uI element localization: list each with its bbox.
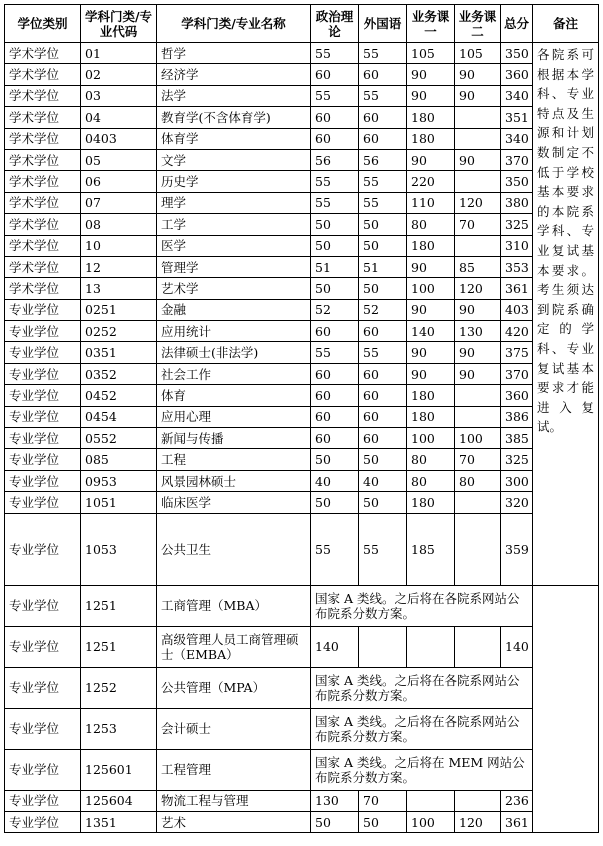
course-2-cell: 80 xyxy=(455,470,501,491)
course-2-cell: 85 xyxy=(455,256,501,277)
name-cell: 法律硕士(非法学) xyxy=(157,342,311,363)
course-2-cell: 90 xyxy=(455,342,501,363)
code-cell: 05 xyxy=(81,149,157,170)
code-cell: 04 xyxy=(81,107,157,128)
foreign-language-cell: 60 xyxy=(359,406,407,427)
score-table xyxy=(4,4,599,833)
course-1-cell: 110 xyxy=(407,192,455,213)
table-body xyxy=(5,43,599,833)
note-blank-cell xyxy=(533,585,599,626)
degree-type-cell: 学术学位 xyxy=(5,64,81,85)
header-course-2: 业务课二 xyxy=(455,5,501,43)
table-row xyxy=(5,667,599,708)
course-1-cell: 180 xyxy=(407,107,455,128)
code-cell: 08 xyxy=(81,214,157,235)
note-blank-cell xyxy=(533,667,599,708)
name-cell: 工程 xyxy=(157,449,311,470)
name-cell: 应用心理 xyxy=(157,406,311,427)
foreign-language-cell: 55 xyxy=(359,342,407,363)
code-cell: 1251 xyxy=(81,626,157,667)
total-cell: 340 xyxy=(501,128,533,149)
code-cell: 125604 xyxy=(81,790,157,811)
foreign-language-cell: 60 xyxy=(359,428,407,449)
table-row xyxy=(5,321,599,342)
name-cell: 金融 xyxy=(157,299,311,320)
code-cell: 1351 xyxy=(81,811,157,832)
politics-cell: 55 xyxy=(311,43,359,64)
total-cell: 361 xyxy=(501,278,533,299)
degree-type-cell: 学术学位 xyxy=(5,192,81,213)
foreign-language-cell: 50 xyxy=(359,235,407,256)
politics-cell: 55 xyxy=(311,171,359,192)
degree-type-cell: 专业学位 xyxy=(5,406,81,427)
score-note-cell: 国家 A 类线。之后将在各院系网站公布院系分数方案。 xyxy=(311,708,533,749)
course-1-cell: 80 xyxy=(407,214,455,235)
header-note: 备注 xyxy=(533,5,599,43)
total-cell: 340 xyxy=(501,85,533,106)
name-cell: 工程管理 xyxy=(157,749,311,790)
table-row xyxy=(5,128,599,149)
course-2-cell xyxy=(455,107,501,128)
politics-cell: 140 xyxy=(311,626,359,667)
total-cell: 350 xyxy=(501,43,533,64)
score-note-cell: 国家 A 类线。之后将在各院系网站公布院系分数方案。 xyxy=(311,667,533,708)
name-cell: 临床医学 xyxy=(157,492,311,513)
course-2-cell xyxy=(455,492,501,513)
header-politics: 政治理论 xyxy=(311,5,359,43)
course-2-cell xyxy=(455,385,501,406)
note-blank-cell xyxy=(533,708,599,749)
total-cell: 385 xyxy=(501,428,533,449)
foreign-language-cell: 50 xyxy=(359,492,407,513)
code-cell: 10 xyxy=(81,235,157,256)
degree-type-cell: 学术学位 xyxy=(5,235,81,256)
name-cell: 体育学 xyxy=(157,128,311,149)
politics-cell: 130 xyxy=(311,790,359,811)
total-cell: 360 xyxy=(501,64,533,85)
name-cell: 哲学 xyxy=(157,43,311,64)
code-cell: 125601 xyxy=(81,749,157,790)
politics-cell: 60 xyxy=(311,128,359,149)
code-cell: 12 xyxy=(81,256,157,277)
course-1-cell xyxy=(407,790,455,811)
name-cell: 公共管理（MPA） xyxy=(157,667,311,708)
total-cell: 300 xyxy=(501,470,533,491)
course-2-cell: 120 xyxy=(455,278,501,299)
name-cell: 新闻与传播 xyxy=(157,428,311,449)
total-cell: 360 xyxy=(501,385,533,406)
politics-cell: 51 xyxy=(311,256,359,277)
course-1-cell: 180 xyxy=(407,235,455,256)
total-cell: 403 xyxy=(501,299,533,320)
code-cell: 0552 xyxy=(81,428,157,449)
degree-type-cell: 学术学位 xyxy=(5,149,81,170)
course-1-cell: 90 xyxy=(407,363,455,384)
politics-cell: 55 xyxy=(311,342,359,363)
degree-type-cell: 专业学位 xyxy=(5,342,81,363)
foreign-language-cell: 55 xyxy=(359,192,407,213)
course-2-cell xyxy=(455,128,501,149)
header-row xyxy=(5,5,599,43)
total-cell: 353 xyxy=(501,256,533,277)
name-cell: 公共卫生 xyxy=(157,513,311,585)
course-2-cell: 90 xyxy=(455,64,501,85)
total-cell: 370 xyxy=(501,149,533,170)
course-1-cell: 105 xyxy=(407,43,455,64)
table-row xyxy=(5,149,599,170)
degree-type-cell: 学术学位 xyxy=(5,85,81,106)
total-cell: 236 xyxy=(501,790,533,811)
course-1-cell: 90 xyxy=(407,256,455,277)
code-cell: 06 xyxy=(81,171,157,192)
course-1-cell: 90 xyxy=(407,64,455,85)
course-2-cell: 90 xyxy=(455,85,501,106)
politics-cell: 40 xyxy=(311,470,359,491)
name-cell: 风景园林硕士 xyxy=(157,470,311,491)
course-2-cell: 120 xyxy=(455,811,501,832)
foreign-language-cell: 60 xyxy=(359,363,407,384)
course-2-cell: 90 xyxy=(455,149,501,170)
foreign-language-cell: 50 xyxy=(359,811,407,832)
politics-cell: 55 xyxy=(311,192,359,213)
code-cell: 1053 xyxy=(81,513,157,585)
code-cell: 0452 xyxy=(81,385,157,406)
politics-cell: 60 xyxy=(311,363,359,384)
name-cell: 管理学 xyxy=(157,256,311,277)
politics-cell: 50 xyxy=(311,492,359,513)
course-1-cell: 80 xyxy=(407,449,455,470)
table-row xyxy=(5,43,599,64)
course-2-cell: 70 xyxy=(455,449,501,470)
table-row xyxy=(5,342,599,363)
table-row xyxy=(5,214,599,235)
course-1-cell: 100 xyxy=(407,428,455,449)
foreign-language-cell: 70 xyxy=(359,790,407,811)
total-cell: 380 xyxy=(501,192,533,213)
foreign-language-cell: 50 xyxy=(359,214,407,235)
table-row xyxy=(5,585,599,626)
politics-cell: 52 xyxy=(311,299,359,320)
header-code: 学科门类/专业代码 xyxy=(81,5,157,43)
politics-cell: 56 xyxy=(311,149,359,170)
foreign-language-cell xyxy=(359,626,407,667)
code-cell: 0351 xyxy=(81,342,157,363)
table-row xyxy=(5,811,599,832)
name-cell: 工商管理（MBA） xyxy=(157,585,311,626)
name-cell: 物流工程与管理 xyxy=(157,790,311,811)
politics-cell: 60 xyxy=(311,321,359,342)
total-cell: 351 xyxy=(501,107,533,128)
politics-cell: 50 xyxy=(311,811,359,832)
course-1-cell: 185 xyxy=(407,513,455,585)
total-cell: 361 xyxy=(501,811,533,832)
course-1-cell: 90 xyxy=(407,299,455,320)
course-1-cell: 180 xyxy=(407,385,455,406)
degree-type-cell: 专业学位 xyxy=(5,449,81,470)
degree-type-cell: 学术学位 xyxy=(5,256,81,277)
foreign-language-cell: 55 xyxy=(359,513,407,585)
name-cell: 历史学 xyxy=(157,171,311,192)
foreign-language-cell: 52 xyxy=(359,299,407,320)
foreign-language-cell: 55 xyxy=(359,171,407,192)
code-cell: 1051 xyxy=(81,492,157,513)
foreign-language-cell: 51 xyxy=(359,256,407,277)
table-row xyxy=(5,385,599,406)
course-1-cell xyxy=(407,626,455,667)
name-cell: 会计硕士 xyxy=(157,708,311,749)
total-cell: 420 xyxy=(501,321,533,342)
foreign-language-cell: 56 xyxy=(359,149,407,170)
politics-cell: 50 xyxy=(311,449,359,470)
course-1-cell: 140 xyxy=(407,321,455,342)
course-2-cell: 100 xyxy=(455,428,501,449)
table-row xyxy=(5,107,599,128)
course-1-cell: 180 xyxy=(407,492,455,513)
foreign-language-cell: 55 xyxy=(359,43,407,64)
politics-cell: 55 xyxy=(311,513,359,585)
table-row xyxy=(5,449,599,470)
course-2-cell xyxy=(455,790,501,811)
course-1-cell: 90 xyxy=(407,149,455,170)
code-cell: 01 xyxy=(81,43,157,64)
degree-type-cell: 专业学位 xyxy=(5,492,81,513)
total-cell: 375 xyxy=(501,342,533,363)
course-2-cell: 120 xyxy=(455,192,501,213)
politics-cell: 50 xyxy=(311,278,359,299)
course-1-cell: 180 xyxy=(407,406,455,427)
course-2-cell: 105 xyxy=(455,43,501,64)
name-cell: 经济学 xyxy=(157,64,311,85)
degree-type-cell: 学术学位 xyxy=(5,128,81,149)
degree-type-cell: 专业学位 xyxy=(5,470,81,491)
header-total: 总分 xyxy=(501,5,533,43)
name-cell: 教育学(不含体育学) xyxy=(157,107,311,128)
course-1-cell: 90 xyxy=(407,85,455,106)
name-cell: 文学 xyxy=(157,149,311,170)
code-cell: 1251 xyxy=(81,585,157,626)
table-row xyxy=(5,406,599,427)
course-2-cell: 70 xyxy=(455,214,501,235)
degree-type-cell: 专业学位 xyxy=(5,585,81,626)
total-cell: 350 xyxy=(501,171,533,192)
total-cell: 320 xyxy=(501,492,533,513)
total-cell: 325 xyxy=(501,214,533,235)
degree-type-cell: 专业学位 xyxy=(5,385,81,406)
note-blank-cell xyxy=(533,626,599,667)
header-name: 学科门类/专业名称 xyxy=(157,5,311,43)
table-row xyxy=(5,626,599,667)
code-cell: 13 xyxy=(81,278,157,299)
degree-type-cell: 专业学位 xyxy=(5,626,81,667)
degree-type-cell: 专业学位 xyxy=(5,749,81,790)
foreign-language-cell: 60 xyxy=(359,64,407,85)
code-cell: 0251 xyxy=(81,299,157,320)
header-foreign-language: 外国语 xyxy=(359,5,407,43)
course-2-cell xyxy=(455,513,501,585)
course-2-cell: 130 xyxy=(455,321,501,342)
total-cell: 370 xyxy=(501,363,533,384)
degree-type-cell: 专业学位 xyxy=(5,790,81,811)
course-2-cell xyxy=(455,171,501,192)
name-cell: 社会工作 xyxy=(157,363,311,384)
code-cell: 0252 xyxy=(81,321,157,342)
table-row xyxy=(5,470,599,491)
degree-type-cell: 学术学位 xyxy=(5,171,81,192)
name-cell: 应用统计 xyxy=(157,321,311,342)
degree-type-cell: 专业学位 xyxy=(5,708,81,749)
foreign-language-cell: 55 xyxy=(359,85,407,106)
code-cell: 085 xyxy=(81,449,157,470)
degree-type-cell: 学术学位 xyxy=(5,278,81,299)
course-2-cell: 90 xyxy=(455,363,501,384)
table-row xyxy=(5,64,599,85)
name-cell: 理学 xyxy=(157,192,311,213)
degree-type-cell: 专业学位 xyxy=(5,811,81,832)
total-cell: 310 xyxy=(501,235,533,256)
degree-type-cell: 学术学位 xyxy=(5,43,81,64)
course-2-cell xyxy=(455,406,501,427)
header-course-1: 业务课一 xyxy=(407,5,455,43)
total-cell: 386 xyxy=(501,406,533,427)
course-1-cell: 180 xyxy=(407,128,455,149)
course-2-cell: 90 xyxy=(455,299,501,320)
table-row xyxy=(5,363,599,384)
name-cell: 法学 xyxy=(157,85,311,106)
course-1-cell: 220 xyxy=(407,171,455,192)
course-1-cell: 100 xyxy=(407,811,455,832)
name-cell: 体育 xyxy=(157,385,311,406)
degree-type-cell: 专业学位 xyxy=(5,321,81,342)
politics-cell: 60 xyxy=(311,428,359,449)
politics-cell: 50 xyxy=(311,214,359,235)
score-note-cell: 国家 A 类线。之后将在 MEM 网站公布院系分数方案。 xyxy=(311,749,533,790)
table-row xyxy=(5,513,599,585)
table-row xyxy=(5,235,599,256)
note-blank-cell xyxy=(533,811,599,832)
name-cell: 高级管理人员工商管理硕士（EMBA） xyxy=(157,626,311,667)
course-1-cell: 100 xyxy=(407,278,455,299)
foreign-language-cell: 60 xyxy=(359,107,407,128)
note-blank-cell xyxy=(533,749,599,790)
foreign-language-cell: 40 xyxy=(359,470,407,491)
foreign-language-cell: 50 xyxy=(359,449,407,470)
table-row xyxy=(5,299,599,320)
table-row xyxy=(5,192,599,213)
foreign-language-cell: 60 xyxy=(359,321,407,342)
foreign-language-cell: 60 xyxy=(359,385,407,406)
code-cell: 03 xyxy=(81,85,157,106)
code-cell: 0403 xyxy=(81,128,157,149)
degree-type-cell: 专业学位 xyxy=(5,513,81,585)
table-row xyxy=(5,256,599,277)
total-cell: 359 xyxy=(501,513,533,585)
name-cell: 艺术学 xyxy=(157,278,311,299)
course-1-cell: 80 xyxy=(407,470,455,491)
code-cell: 1253 xyxy=(81,708,157,749)
politics-cell: 60 xyxy=(311,64,359,85)
code-cell: 1252 xyxy=(81,667,157,708)
politics-cell: 60 xyxy=(311,406,359,427)
table-row xyxy=(5,171,599,192)
foreign-language-cell: 60 xyxy=(359,128,407,149)
total-cell: 140 xyxy=(501,626,533,667)
degree-type-cell: 专业学位 xyxy=(5,428,81,449)
code-cell: 0352 xyxy=(81,363,157,384)
name-cell: 艺术 xyxy=(157,811,311,832)
note-blank-cell xyxy=(533,790,599,811)
code-cell: 02 xyxy=(81,64,157,85)
code-cell: 0454 xyxy=(81,406,157,427)
course-2-cell xyxy=(455,626,501,667)
degree-type-cell: 学术学位 xyxy=(5,107,81,128)
table-row xyxy=(5,492,599,513)
degree-type-cell: 专业学位 xyxy=(5,299,81,320)
politics-cell: 60 xyxy=(311,107,359,128)
code-cell: 07 xyxy=(81,192,157,213)
degree-type-cell: 专业学位 xyxy=(5,363,81,384)
score-note-cell: 国家 A 类线。之后将在各院系网站公布院系分数方案。 xyxy=(311,585,533,626)
code-cell: 0953 xyxy=(81,470,157,491)
degree-type-cell: 专业学位 xyxy=(5,667,81,708)
course-1-cell: 90 xyxy=(407,342,455,363)
degree-type-cell: 学术学位 xyxy=(5,214,81,235)
politics-cell: 60 xyxy=(311,385,359,406)
politics-cell: 50 xyxy=(311,235,359,256)
table-row xyxy=(5,278,599,299)
politics-cell: 55 xyxy=(311,85,359,106)
table-row xyxy=(5,428,599,449)
header-degree-type: 学位类别 xyxy=(5,5,81,43)
table-row xyxy=(5,85,599,106)
foreign-language-cell: 50 xyxy=(359,278,407,299)
table-row xyxy=(5,790,599,811)
table-row xyxy=(5,708,599,749)
total-cell: 325 xyxy=(501,449,533,470)
course-2-cell xyxy=(455,235,501,256)
table-row xyxy=(5,749,599,790)
name-cell: 工学 xyxy=(157,214,311,235)
name-cell: 医学 xyxy=(157,235,311,256)
note-cell: 各院系可根据本学科、专业特点及生源和计划数制定不低于学校基本要求的本院系学科、专业复试基本要求。考生须达到院系确定的学科、专业复试基本要求才能进入复试。 xyxy=(533,43,599,586)
